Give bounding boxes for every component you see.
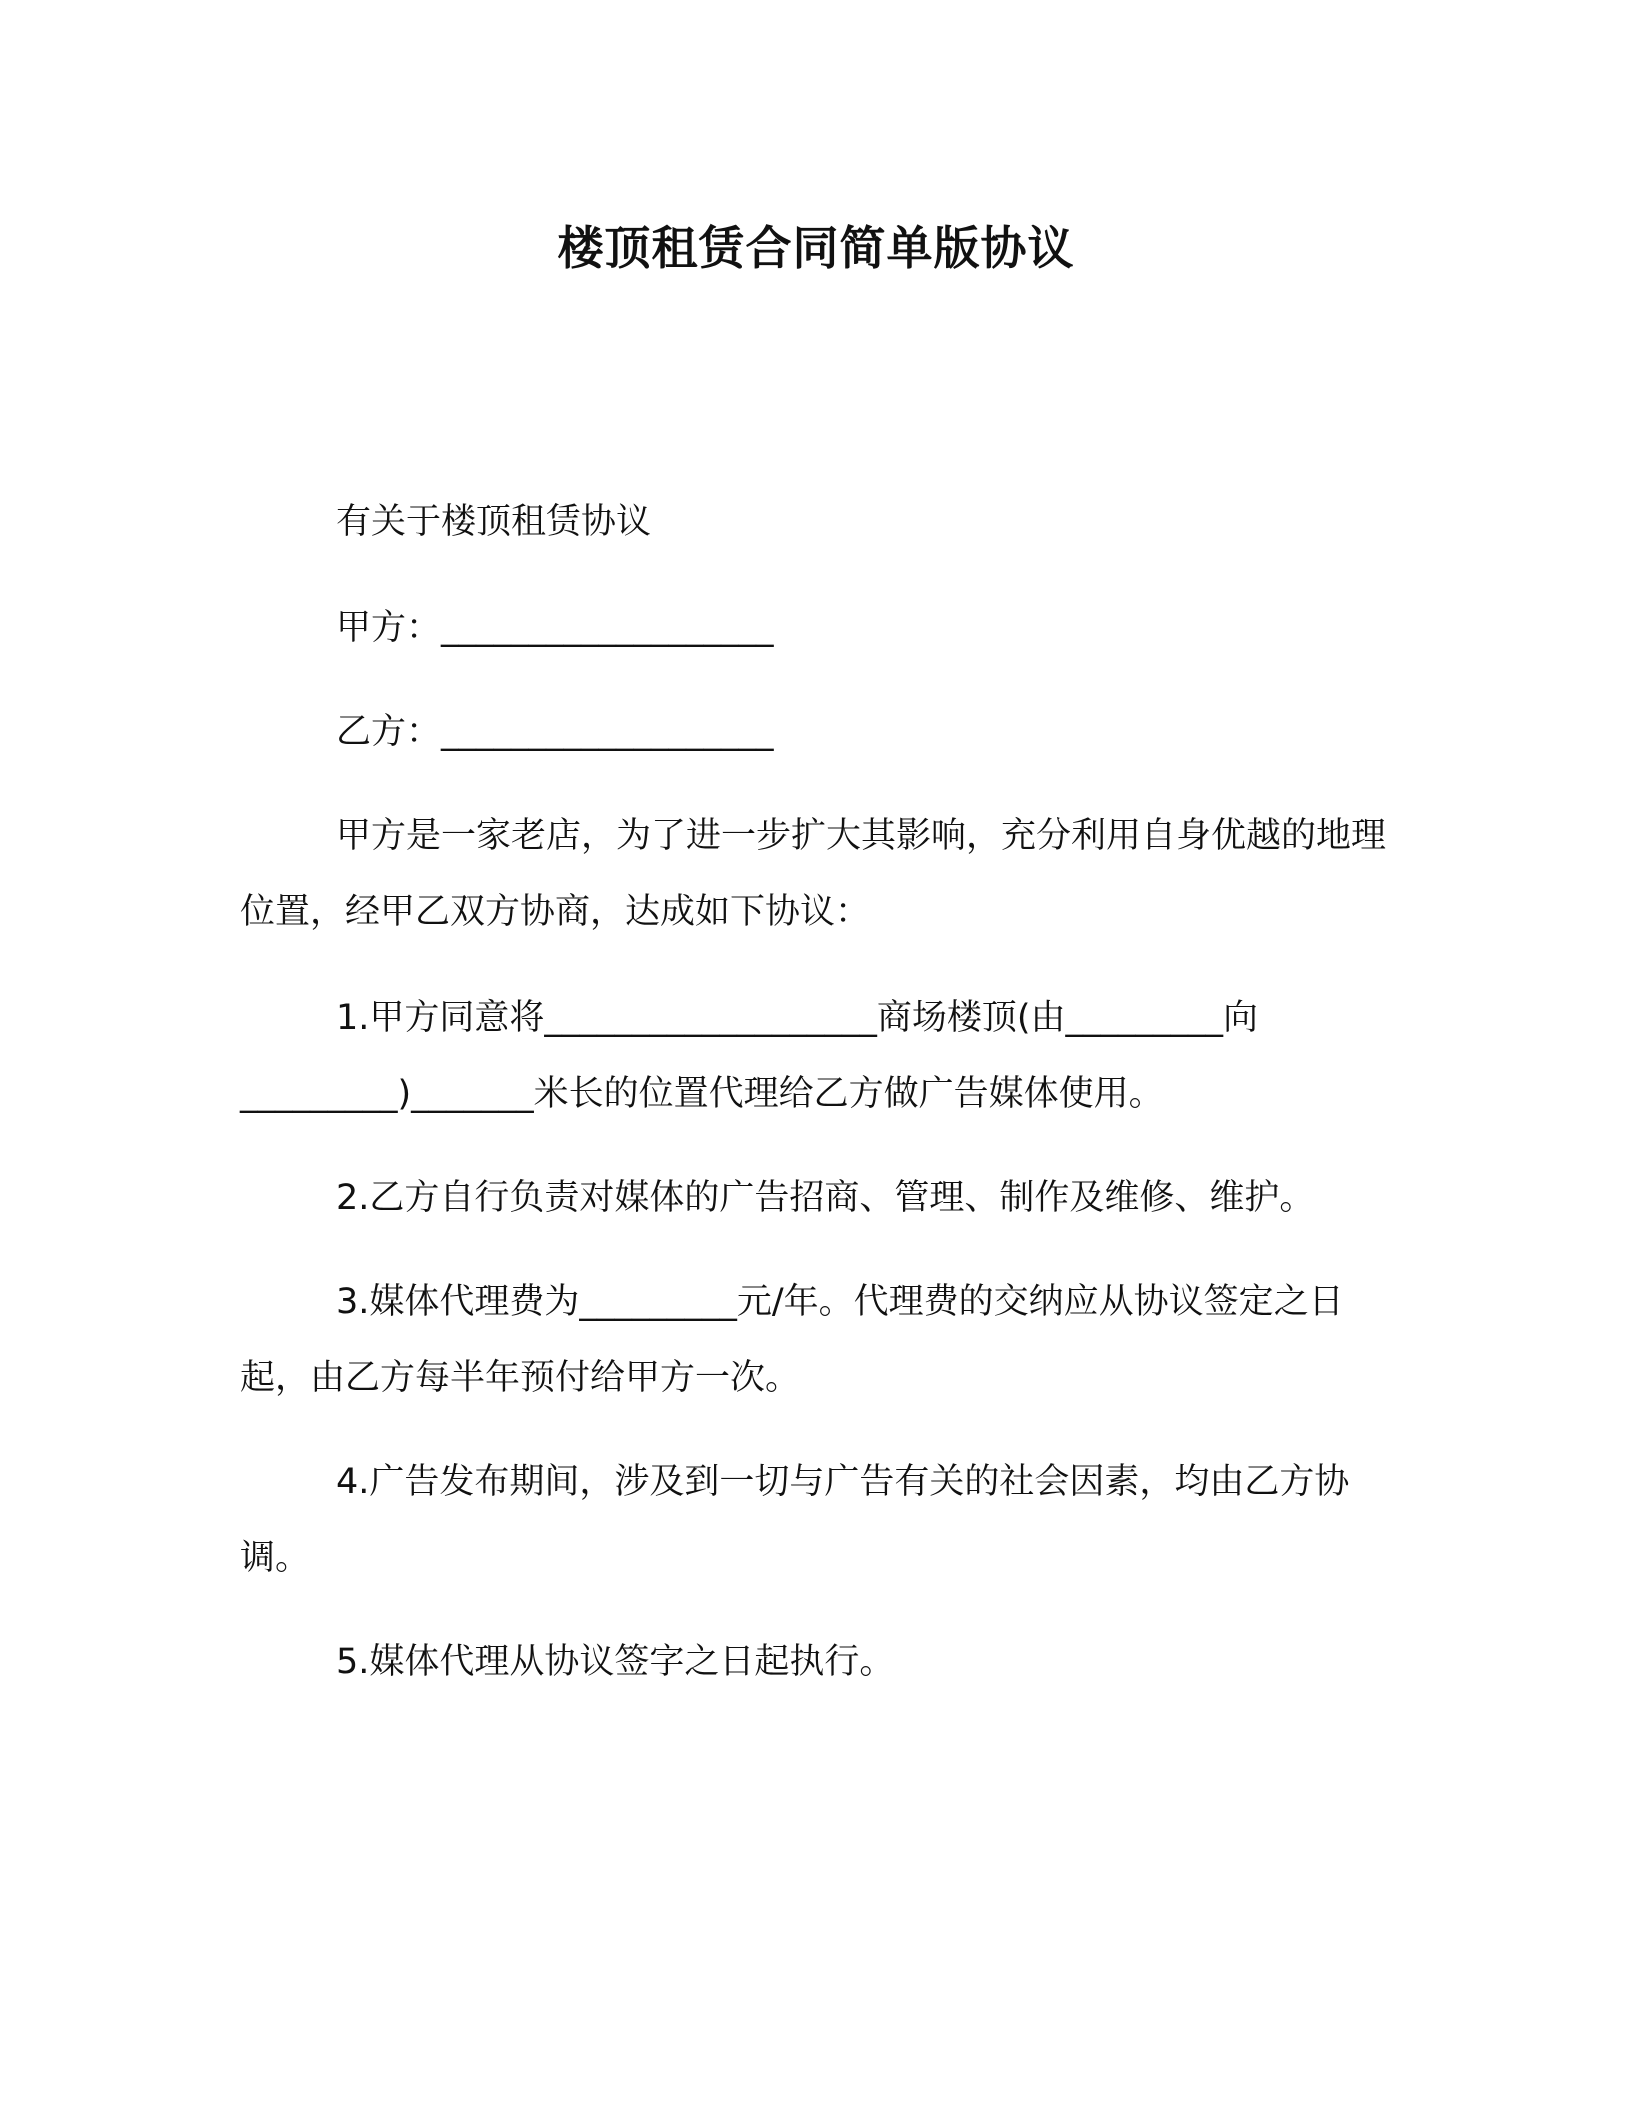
clause-1: 1.甲方同意将___________________商场楼顶(由_________向_________)_______米长的位置代理给乙方做广告媒体使用。: [240, 998, 1259, 1114]
document-title: 楼顶租赁合同简单版协议: [557, 221, 1075, 275]
clause-4: 4.广告发布期间，涉及到一切与广告有关的社会因素，均由乙方协调。: [240, 1462, 1350, 1578]
clause-3: 3.媒体代理费为_________元/年。代理费的交纳应从协议签定之日起，由乙方每半年预付给甲方一次。: [240, 1282, 1344, 1398]
agreement-heading: 有关于楼顶租赁协议: [336, 502, 652, 542]
intro-paragraph: 甲方是一家老店，为了进一步扩大其影响，充分利用自身优越的地理位置，经甲乙双方协商，达成如下协议：: [240, 816, 1387, 932]
clause-5: 5.媒体代理从协议签字之日起执行。: [336, 1642, 895, 1682]
clause-2: 2.乙方自行负责对媒体的广告招商、管理、制作及维修、维护。: [336, 1178, 1315, 1218]
party-a-line: 甲方：___________________: [336, 608, 774, 648]
party-b-line: 乙方：___________________: [336, 712, 774, 752]
